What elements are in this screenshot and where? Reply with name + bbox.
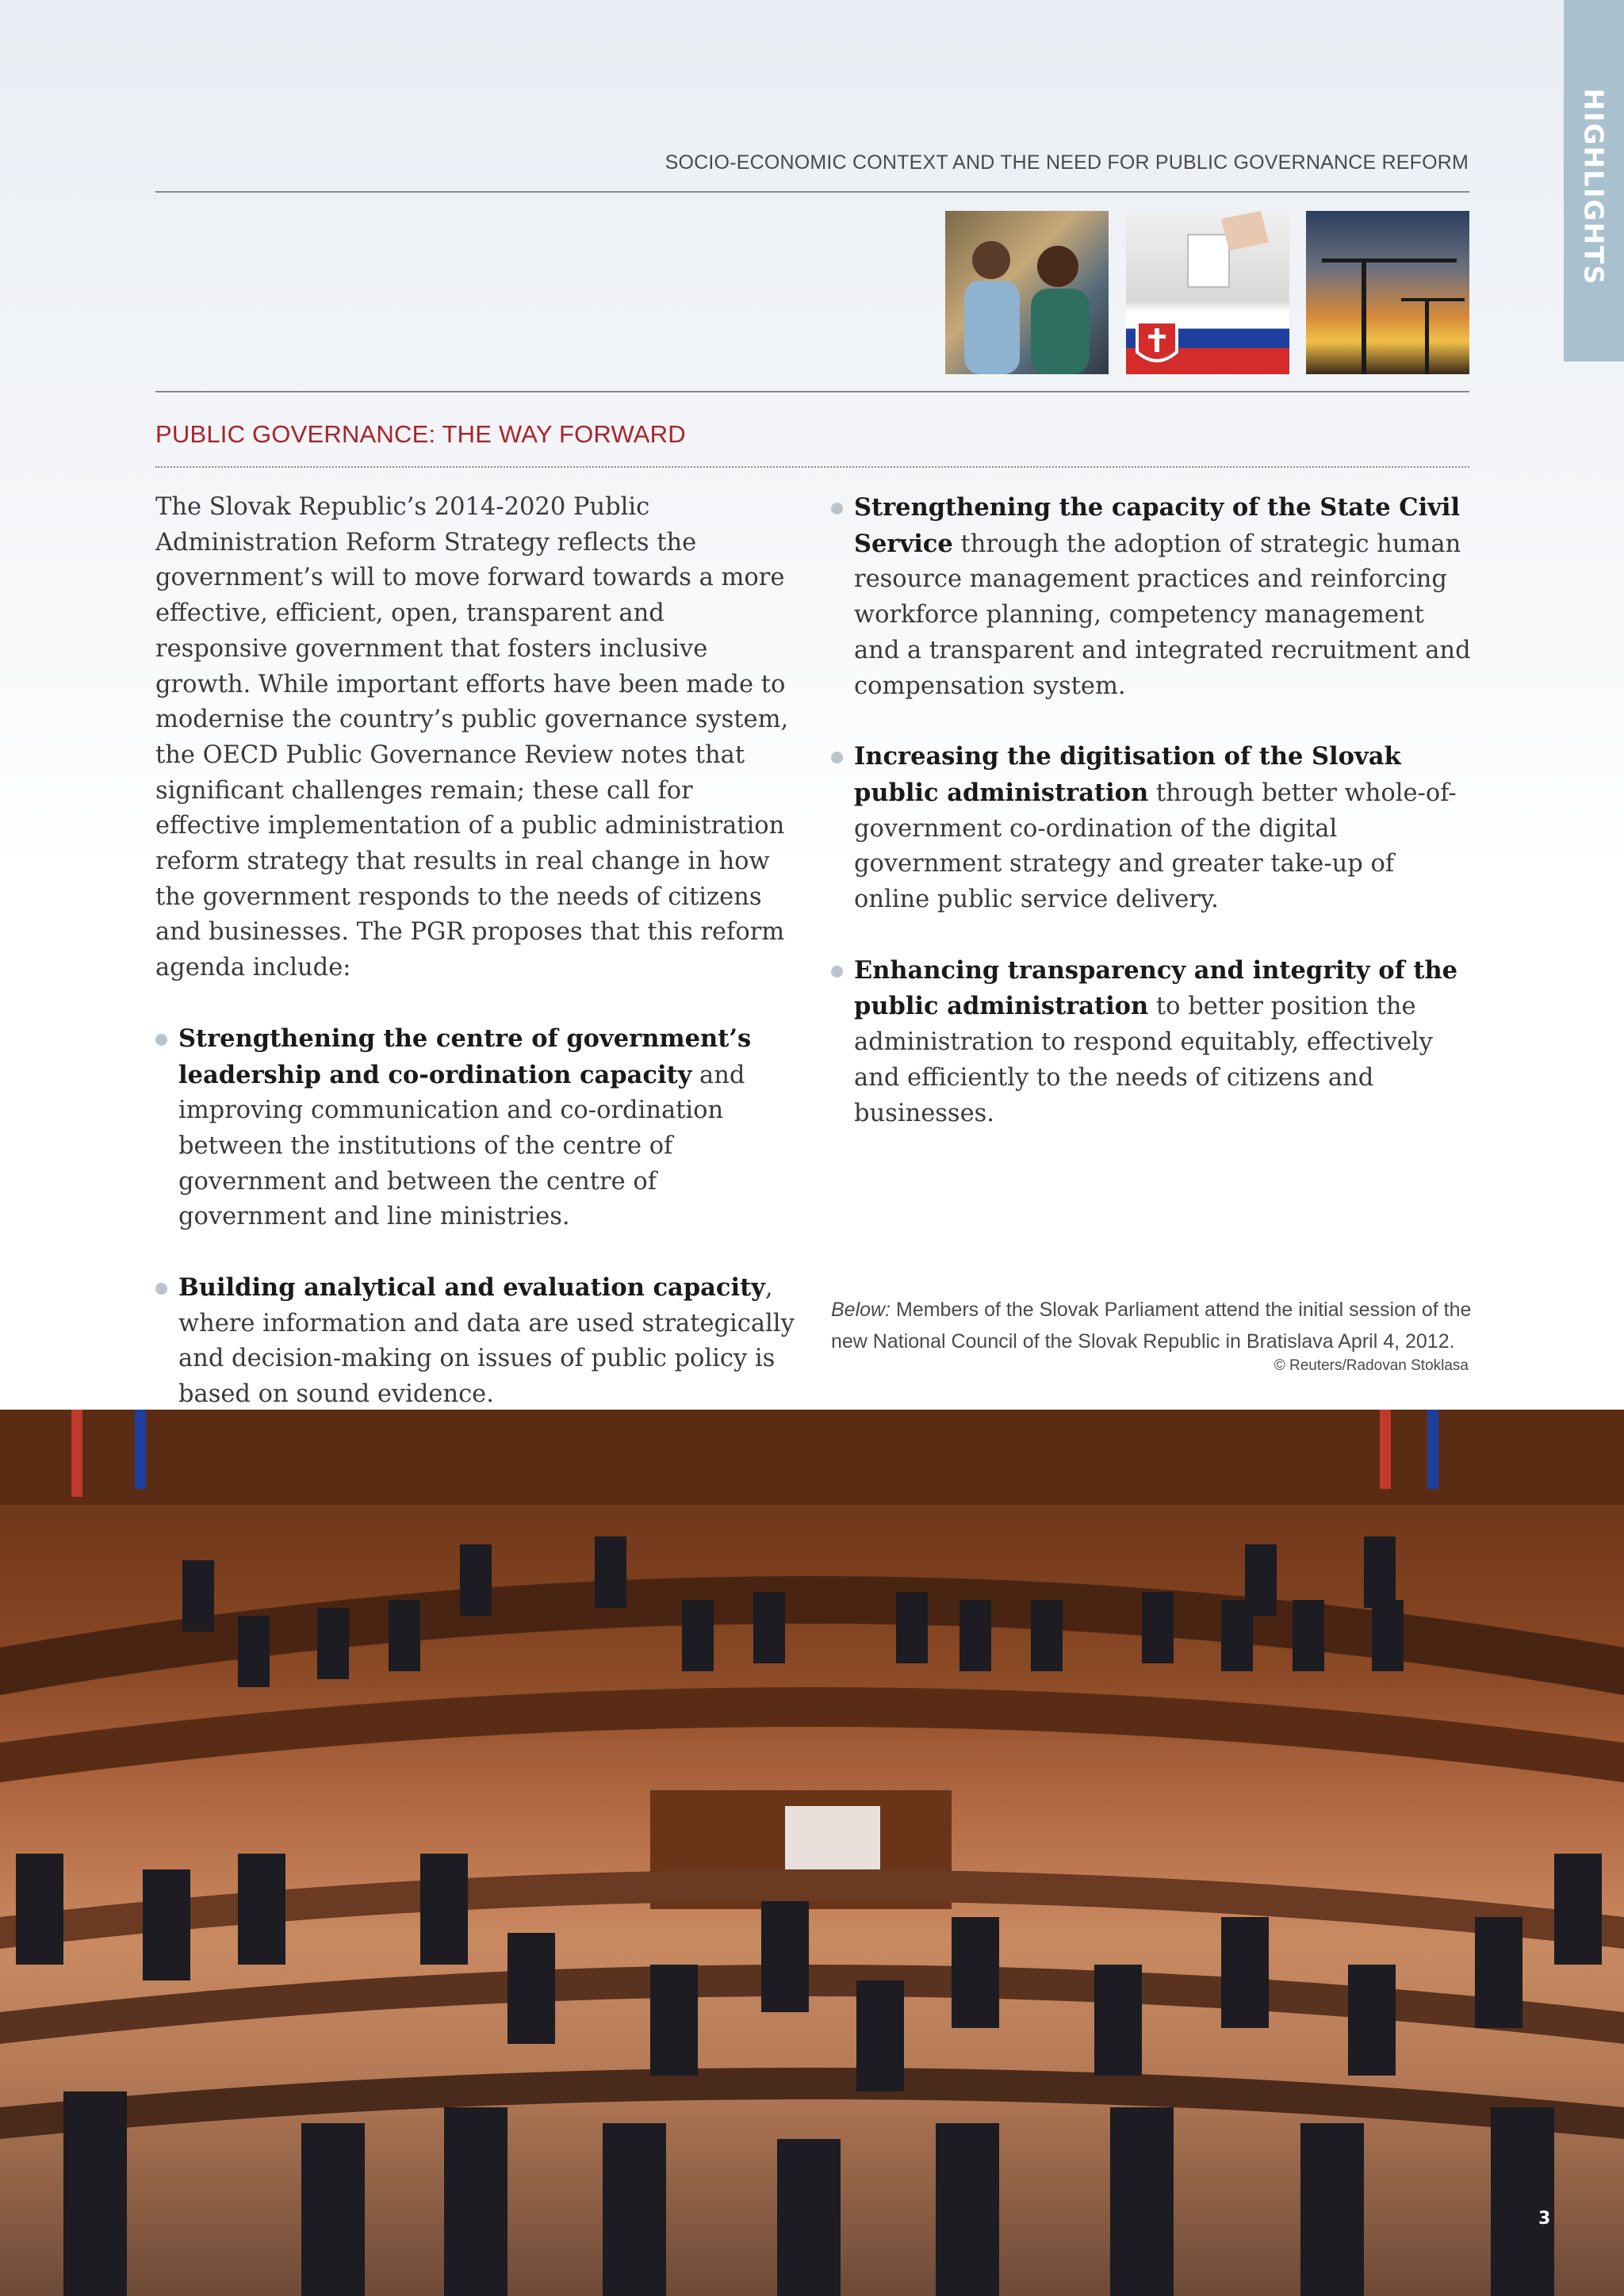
bullet-bold-text: Increasing the digitisation of the Slovak public administration xyxy=(854,742,1401,807)
bullet-text: through better whole-of-government co-ordination of the digital government strategy and greater take-up of online public service delivery. xyxy=(854,779,1457,914)
section-title: PUBLIC GOVERNANCE: THE WAY FORWARD xyxy=(155,420,686,448)
photo-credit: © Reuters/Radovan Stoklasa xyxy=(1274,1357,1469,1374)
bullet-bold-text: Strengthening the capacity of the State Civil Service xyxy=(854,493,1461,558)
intro-paragraph: The Slovak Republic’s 2014-2020 Public Administration Reform Strategy reflects the government’s will to move forward towards a more effective, efficient, open, transparent and responsive government that fosters inclusive growth. While important efforts have been made to modernise the country’s public governance system, the OECD Public Governance Review notes that significant challenges remain; these call for effective implementation of a public administration reform strategy that results in real change in how the government responds to the needs of citizens and businesses. The PGR proposes that this reform agenda include: xyxy=(155,493,789,982)
section-dotted-rule xyxy=(155,466,1469,468)
bullet-bold-text: Building analytical and evaluation capacity xyxy=(178,1273,765,1303)
parliament-photo xyxy=(0,1410,1624,2296)
bullet-bold-text: Strengthening the centre of government’s leadership and co-ordination capacity xyxy=(178,1024,752,1089)
bullet-civil-service xyxy=(831,490,1473,704)
bullet-bold-text: Enhancing transparency and integrity of the public administration xyxy=(854,955,1458,1021)
bullet-text: to better position the administration to respond equitably, effectively and efficiently to the needs of citizens and businesses. xyxy=(854,993,1433,1127)
bullet-centre-of-government xyxy=(155,1021,798,1235)
bullet-text: through the adoption of strategic human resource management practices and reinforcing workforce planning, competency management and a transparent and integrated recruitment and compensation system. xyxy=(854,530,1471,700)
caption-lead: Below: xyxy=(831,1299,891,1321)
side-tab-label: HIGHLIGHTS xyxy=(1578,88,1610,286)
right-column xyxy=(831,490,1473,1166)
thumbnail-construction-cranes xyxy=(1306,211,1469,374)
running-header: SOCIO-ECONOMIC CONTEXT AND THE NEED FOR PUBLIC GOVERNANCE REFORM xyxy=(665,151,1469,174)
header-rule xyxy=(155,191,1469,193)
photo-caption xyxy=(831,1294,1473,1357)
bullet-text: and improving communication and co-ordination between the institutions of the centre of government and between the centre of government and line ministries. xyxy=(178,1061,745,1231)
thumbnail-people-talking xyxy=(945,211,1109,374)
bullet-analytical-capacity xyxy=(155,1270,798,1413)
left-column xyxy=(155,490,798,1448)
bullet-digitisation xyxy=(831,739,1473,918)
bullet-transparency xyxy=(831,953,1473,1132)
bullet-text: , where information and data are used strategically and decision-making on issues of public policy is based on sound evidence. xyxy=(178,1274,795,1409)
page-number: 3 xyxy=(1538,2209,1551,2229)
thumbnail-rule xyxy=(155,391,1469,392)
thumbnail-ballot-flag xyxy=(1126,211,1289,374)
highlights-side-tab xyxy=(1564,0,1624,362)
caption-text: Members of the Slovak Parliament attend the initial session of the new National Council of the Slovak Republic in Bratislava April 4, 2012. xyxy=(831,1299,1472,1353)
